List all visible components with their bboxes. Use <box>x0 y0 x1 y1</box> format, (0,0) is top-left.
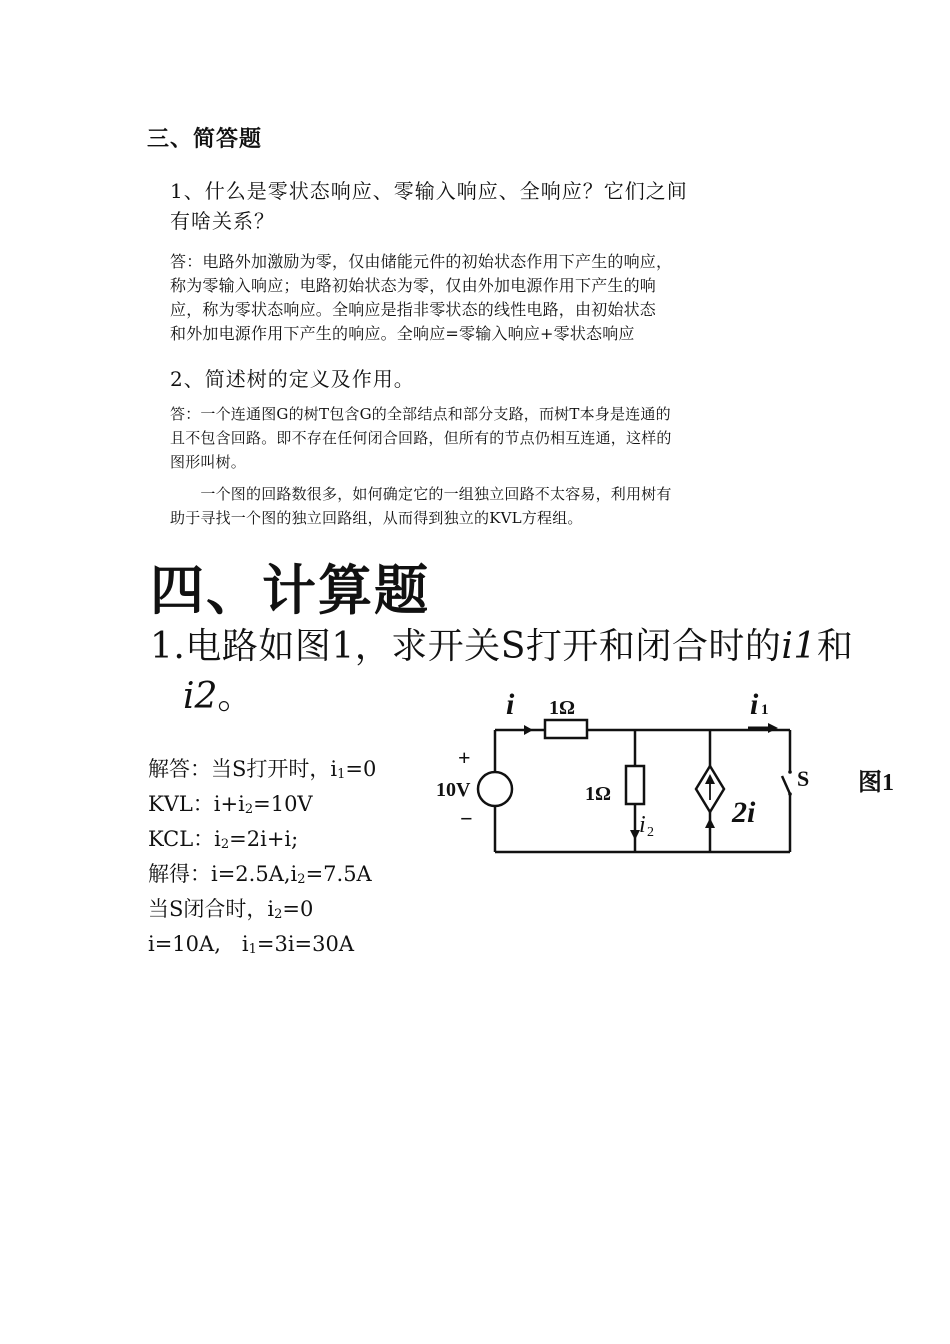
solution-line-3 <box>148 822 298 862</box>
solution-text: =2i+i; <box>229 827 299 851</box>
subscript: 1 <box>248 942 257 957</box>
label-current-i2: i <box>639 812 646 838</box>
switch-contact-bottom <box>788 792 792 796</box>
label-r1: 1Ω <box>549 697 576 719</box>
subscript: 1 <box>337 767 346 782</box>
solution-line-2 <box>148 787 313 827</box>
solution-text: KVL：i+i <box>148 792 245 816</box>
label-switch: S <box>797 766 810 791</box>
solution-line-1 <box>148 752 376 792</box>
answer-1-line-2: 称为零输入响应；电路初始状态为零，仅由外加电源作用下产生的响 <box>170 276 657 295</box>
question-2-line-1: 2、简述树的定义及作用。 <box>170 367 415 391</box>
problem-1-line-2 <box>183 672 253 722</box>
solution-text: 解答：当S打开时，i <box>148 757 338 781</box>
subscript: 2 <box>274 907 283 922</box>
solution-text: =7.5A <box>305 862 372 886</box>
resistor-1 <box>545 720 587 738</box>
problem-1-var-i2: i2 <box>183 676 218 717</box>
section-heading-calculation: 四、计算题 <box>150 558 430 622</box>
answer-1-line-4: 和外加电源作用下产生的响应。全响应=零输入响应+零状态响应 <box>170 324 635 343</box>
solution-text: =0 <box>282 897 314 921</box>
question-1-line-2: 有啥关系？ <box>170 209 275 233</box>
subscript: 2 <box>220 837 230 852</box>
solution-text: =3i=30A <box>256 932 355 956</box>
subscript: 2 <box>297 872 306 887</box>
solution-text: =10V <box>253 792 313 816</box>
solution-text: =0 <box>345 757 377 781</box>
label-source-voltage: 10V <box>436 779 471 801</box>
circuit-diagram <box>430 680 920 880</box>
answer-2-line-2: 且不包含回路。即不存在任何闭合回路，但所有的节点仍相互连通，这样的 <box>170 429 672 447</box>
problem-1-var-i1: i1 <box>781 626 817 667</box>
problem-1-text-a: 1.电路如图1，求开关S打开和闭合时的 <box>150 626 782 667</box>
switch-contact-top <box>788 770 792 774</box>
solution-line-6 <box>148 927 354 967</box>
answer-1-line-3: 应，称为零状态响应。全响应是指非零状态的线性电路，由初始状态 <box>170 300 657 319</box>
answer-2-para2-line-1: 一个图的回路数很多，如何确定它的一组独立回路不太容易，利用树有 <box>170 485 672 503</box>
answer-2-line-3: 图形叫树。 <box>170 453 247 471</box>
solution-text: KCL：i <box>148 827 221 851</box>
problem-1-text-b: 和 <box>816 626 854 667</box>
problem-1-line-1 <box>150 622 853 672</box>
label-r2: 1Ω <box>585 783 612 805</box>
voltage-source <box>478 772 512 806</box>
label-current-i2-sub: 2 <box>647 825 654 840</box>
solution-line-5 <box>148 892 313 932</box>
label-current-i: i <box>506 688 515 721</box>
subscript: 2 <box>244 802 254 817</box>
question-1-line-1: 1、什么是零状态响应、零输入响应、全响应？它们之间 <box>170 179 688 203</box>
arrow-i1-head <box>768 723 778 733</box>
answer-1-line-1: 答：电路外加激励为零，仅由储能元件的初始状态作用下产生的响应， <box>170 252 673 271</box>
problem-1-text-c: 。 <box>217 676 254 717</box>
label-dependent-source: 2i <box>732 796 756 829</box>
section-heading-short-answer: 三、简答题 <box>147 126 263 152</box>
arrow-i-head <box>524 725 533 735</box>
dep-source-arrow-head <box>705 774 715 784</box>
label-minus: − <box>460 806 473 831</box>
answer-2-para2-line-2: 助于寻找一个图的独立回路组，从而得到独立的KVL方程组。 <box>170 509 583 527</box>
solution-text: 解得：i=2.5A,i <box>148 862 298 886</box>
solution-text: i=10A, i <box>148 932 249 956</box>
label-current-i1-sub: 1 <box>761 702 769 718</box>
answer-2-line-1: 答：一个连通图G的树T包含G的全部结点和部分支路，而树T本身是连通的 <box>170 405 671 423</box>
solution-text: 当S闭合时，i <box>148 897 275 921</box>
label-current-i1: i <box>750 688 759 721</box>
label-plus: + <box>458 745 471 770</box>
switch-blade <box>782 776 790 794</box>
figure-label: 图1 <box>858 770 894 796</box>
solution-line-4 <box>148 857 372 897</box>
arrow-dep-head <box>705 818 715 828</box>
resistor-2 <box>626 766 644 804</box>
